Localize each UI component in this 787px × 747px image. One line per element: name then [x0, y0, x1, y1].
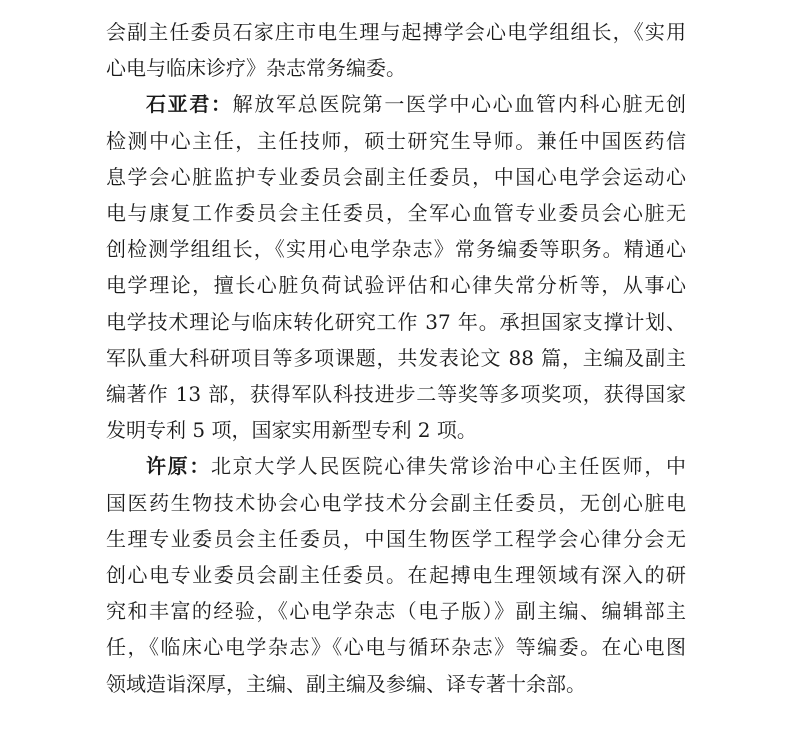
- text-line: 检测中心主任，主任技师，硕士研究生导师。兼任中国医药信: [106, 128, 686, 153]
- text-line: 电学技术理论与临床转化研究工作 37 年。承担国家支撑计划、: [106, 309, 686, 334]
- text-line: 心电与临床诊疗》杂志常务编委。: [106, 56, 406, 81]
- paragraph-continuation: [106, 14, 686, 86]
- text-line: 电学理论，擅长心脏负荷试验评估和心律失常分析等，从事心: [106, 273, 686, 298]
- text-line: 会副主任委员石家庄市电生理与起搏学会心电学组组长，《实用: [106, 20, 686, 44]
- text-line-first: [106, 86, 686, 122]
- text-line: 息学会心脏监护专业委员会副主任委员，中国心电学会运动心: [106, 164, 686, 189]
- text-line: 创检测学组组长，《实用心电学杂志》常务编委等职务。精通心: [106, 237, 686, 262]
- text-line: 发明专利 5 项，国家实用新型专利 2 项。: [106, 418, 477, 443]
- text-line: 国医药生物技术协会心电学技术分会副主任委员，无创心脏电: [106, 490, 686, 515]
- text-line: 究和丰富的经验，《心电学杂志（电子版）》副主编、编辑部主: [106, 599, 686, 624]
- text-line: 电与康复工作委员会主任委员，全军心血管专业委员会心脏无: [106, 201, 686, 226]
- paragraph-shi-yajun: [106, 86, 686, 448]
- person-name-xu-yuan: 许原：: [146, 454, 211, 479]
- text-line: 生理专业委员会主任委员，中国生物医学工程学会心律分会无: [106, 526, 686, 551]
- paragraph-xu-yuan: [106, 448, 686, 701]
- text-line: 编著作 13 部，获得军队科技进步二等奖等多项奖项，获得国家: [106, 382, 686, 407]
- text-segment: 解放军总医院第一医学中心心血管内科心脏无创: [232, 92, 687, 117]
- text-line: 创心电专业委员会副主任委员。在起搏电生理领域有深入的研: [106, 563, 686, 588]
- text-line: 军队重大科研项目等多项课题，共发表论文 88 篇，主编及副主: [106, 345, 686, 370]
- text-line-first: [106, 448, 686, 484]
- person-name-shi-yajun: 石亚君：: [146, 92, 233, 117]
- text-segment: 北京大学人民医院心律失常诊治中心主任医师，中: [211, 454, 686, 479]
- text-line: 任，《临床心电学杂志》《心电与循环杂志》等编委。在心电图: [106, 635, 686, 660]
- text-line: 领域造诣深厚，主编、副主编及参编、译专著十余部。: [106, 671, 586, 696]
